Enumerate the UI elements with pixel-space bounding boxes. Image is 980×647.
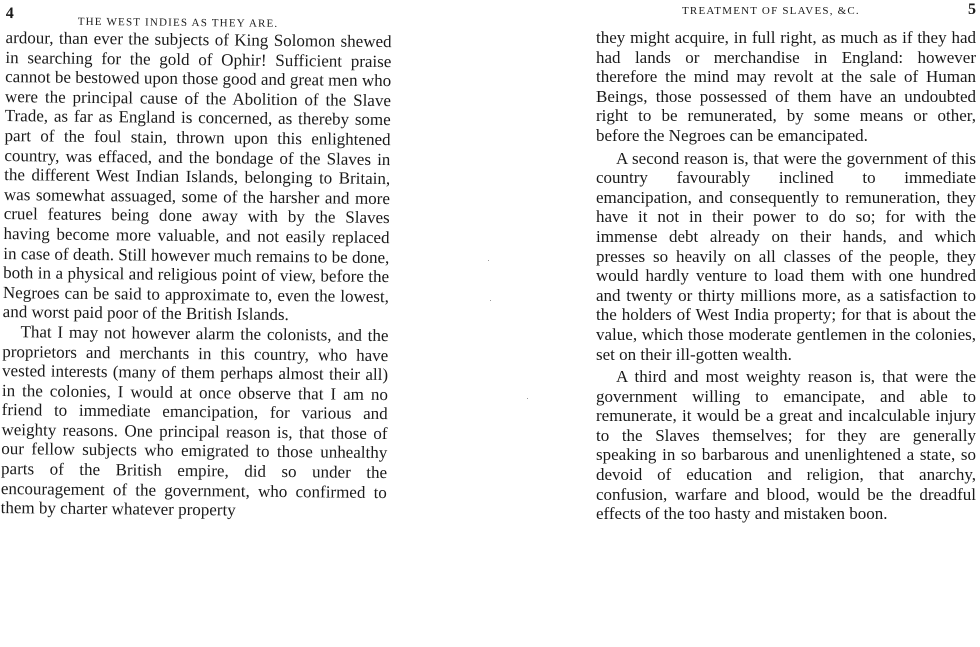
left-paragraph-1: ardour, than ever the subjects of King Solomon shewed in searching for the gold of Ophir! Sufficient praise cannot be bestowed upon those good and great men who were the principal cause of the Abolition of the Slave Trade, as far as England is concerned, as thereby some part of the foul stain, thrown upon this enlightened country, was effaced, and the bondage of the Slaves in the different West Indian Islands, belonging to Britain, was somewhat assuaged, some of the harsher and more cruel features being done away with by the Slaves having become more valuable, and not easily replaced in case of death. Still however much remains to be done, both in a physical and religious point of view, before the Negroes can be said to approximate to, even the lowest, and worst paid poor of the British Islands.	[2, 28, 392, 325]
left-paragraph-2: That I may not however alarm the colonists, and the proprietors and merchants in this country, who have vested interests (many of them perhaps almost their all) in the colonies, I would at once observe that I am no friend to immediate emancipation, for various and weighty reasons. One principal reason is, that those of our fellow subjects who emigrated to those unhealthy parts of the British empire, did so under the encouragement of the government, who confirmed to them by charter whatever property	[0, 322, 389, 520]
left-running-head	[0, 0, 392, 32]
right-running-head	[596, 0, 976, 28]
right-page-number: 5	[968, 1, 976, 18]
gutter-speck	[488, 260, 489, 261]
right-page-body	[596, 28, 976, 524]
right-page	[596, 0, 976, 524]
right-paragraph-1: they might acquire, in full right, as much as if they had had lands or merchandise in England: however therefore the mind may revolt at the sale of Human Beings, those possessed of them have an undoubted right to be remunerated, by some means or other, before the Negroes can be emancipated.	[596, 28, 976, 145]
left-page-body	[0, 28, 392, 522]
gutter-speck	[490, 300, 491, 301]
gutter-speck	[527, 398, 528, 399]
right-running-title: TREATMENT OF SLAVES, &C.	[682, 5, 860, 17]
left-page-number: 4	[5, 5, 14, 23]
right-paragraph-3: A third and most weighty reason is, that were the government willing to emancipate, and able to remunerate, it would be a great and incalculable injury to the Slaves themselves; for they are generally speaking in so barbarous and unenlightened a state, so devoid of education and religion, that anarchy, confusion, warfare and blood, would be the dreadful effects of the too hasty and mistaken boon.	[596, 367, 976, 524]
left-page	[0, 0, 392, 522]
left-running-title: THE WEST INDIES AS THEY ARE.	[77, 15, 279, 30]
right-paragraph-2: A second reason is, that were the government of this country favourably inclined to immediate emancipation, and consequently to remuneration, they have it not in their power to do so; for with the immense debt already on their hands, and which presses so heavily on all classes of the people, they would hardly venture to load them with one hundred and twenty or thirty millions more, as a satisfaction to the holders of West India property; for that is about the value, which those moderate gentlemen in the colonies, set on their ill-gotten wealth.	[596, 148, 976, 364]
